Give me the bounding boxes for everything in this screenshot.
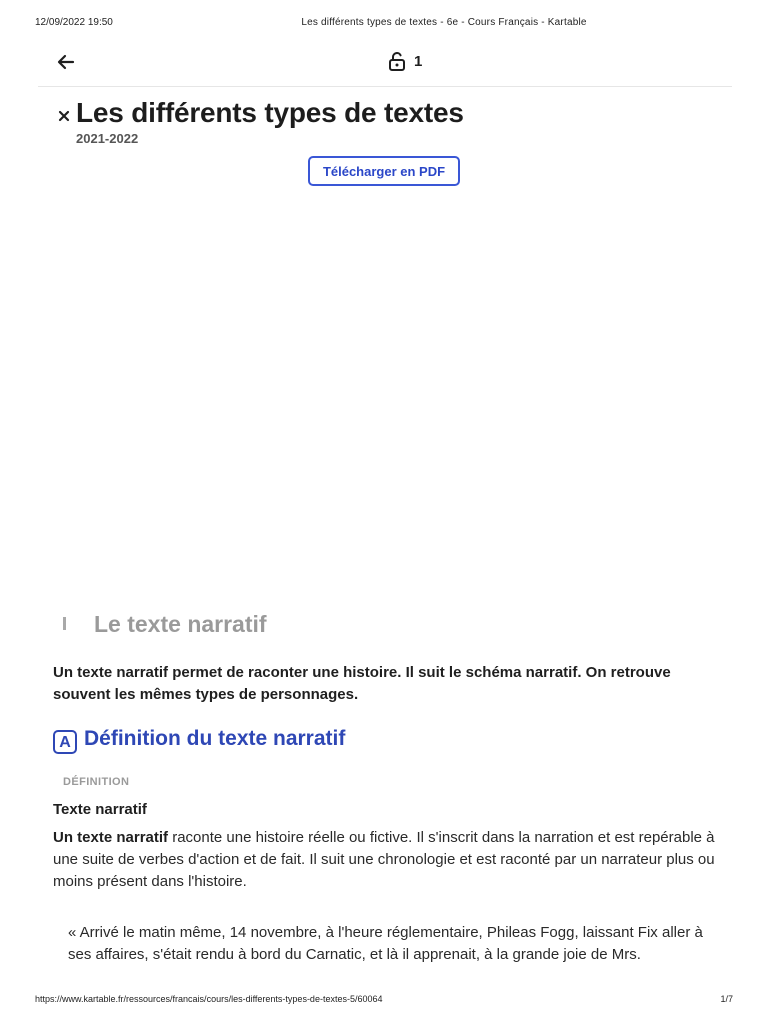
download-pdf-button[interactable]: Télécharger en PDF xyxy=(308,156,460,186)
print-page-title: Les différents types de textes - 6e - Cours Français - Kartable xyxy=(301,17,587,28)
unlock-icon xyxy=(388,51,406,71)
school-year: 2021-2022 xyxy=(76,131,139,146)
section-intro: Un texte narratif permet de raconter une histoire. Il suit le schéma narratif. On retrouve souvent les mêmes types de personnages. xyxy=(53,664,671,703)
print-url: https://www.kartable.fr/ressources/francais/cours/les-differents-types-de-textes-5/60064 xyxy=(35,994,383,1004)
definition-label: DÉFINITION xyxy=(63,776,130,788)
definition-term-bold: Un texte narratif xyxy=(53,829,169,846)
unlock-counter[interactable] xyxy=(388,50,422,72)
section-title: Le texte narratif xyxy=(94,611,267,637)
subsection-title: Définition du texte narratif xyxy=(84,727,346,750)
unlock-count: 1 xyxy=(414,52,423,70)
arrow-left-icon xyxy=(54,50,78,74)
close-button[interactable] xyxy=(56,108,72,124)
print-header xyxy=(0,17,768,31)
subsection-letter-badge: A xyxy=(53,730,77,754)
print-datetime: 12/09/2022 19:50 xyxy=(35,17,113,28)
section-numeral-marker xyxy=(63,617,66,630)
definition-text xyxy=(53,827,725,893)
back-button[interactable] xyxy=(54,50,78,74)
definition-body: raconte une histoire réelle ou fictive. Il s'inscrit dans la narration et est repérable à une suite de verbes d'action et de fait. Il suit une chronologie et est raconté par un narrateur plus ou moins présent dans l'histoire. xyxy=(53,829,715,890)
top-bar xyxy=(38,44,732,87)
example-quote: « Arrivé le matin même, 14 novembre, à l'heure réglementaire, Phileas Fogg, laissant Fix aller à ses affaires, s'était rendu à bord du Carnatic, et là il apprenait, à la grande joie de Mrs. xyxy=(68,924,703,963)
page-title: Les différents types de textes xyxy=(76,97,464,128)
print-footer xyxy=(0,994,768,1008)
print-page-number: 1/7 xyxy=(720,994,733,1004)
definition-term: Texte narratif xyxy=(53,801,147,818)
close-icon xyxy=(56,108,72,124)
